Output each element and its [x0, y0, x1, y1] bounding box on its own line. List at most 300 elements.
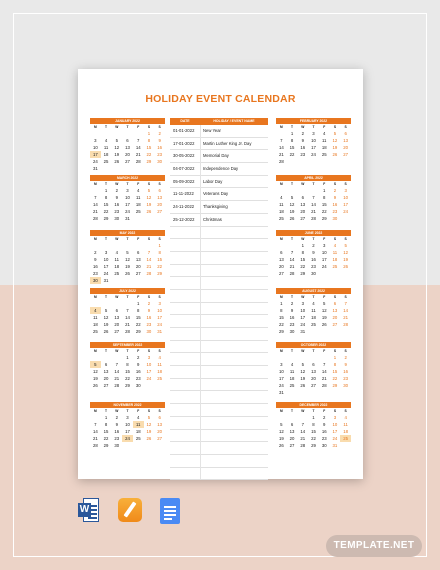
table-row	[170, 442, 268, 455]
date-cell: 13	[135, 257, 141, 262]
date-cell: 4	[344, 415, 347, 420]
event-name-value	[200, 252, 268, 264]
date-cell: 4	[290, 362, 294, 367]
weekday-label: T	[291, 409, 294, 413]
date-cell	[340, 270, 351, 277]
date-cell: 11	[332, 250, 338, 255]
date-cell: 10	[157, 308, 163, 313]
date-value: 24-11-2022	[173, 204, 195, 210]
event-name-value	[200, 277, 268, 289]
date-cell: 15	[321, 202, 327, 207]
date-cell: 26	[300, 383, 306, 388]
table-row	[170, 455, 268, 468]
date-cell: 24	[122, 435, 133, 442]
date-cell: 2	[333, 188, 337, 193]
date-cell: 15	[146, 145, 152, 150]
weekday-label: S	[333, 182, 337, 186]
date-cell: 5	[115, 138, 118, 143]
month-name: JULY 2022	[90, 288, 165, 294]
date-cell: 18	[114, 264, 120, 269]
weekday-label: M	[279, 349, 283, 353]
weekday-label: F	[137, 125, 140, 129]
date-cell: 10	[343, 195, 349, 200]
date-cell: 10	[125, 422, 130, 427]
weekday-label: S	[158, 182, 161, 186]
weekday-label: F	[323, 237, 326, 241]
date-cell: 4	[115, 250, 118, 255]
date-cell	[308, 328, 319, 335]
date-cell: 1	[280, 301, 283, 306]
date-cell: 8	[333, 362, 337, 367]
date-cell: 12	[300, 369, 306, 374]
date-cell: 9	[333, 195, 337, 200]
date-cell: 12	[103, 315, 109, 320]
date-cell: 28	[114, 383, 120, 388]
date-cell: 10	[321, 250, 327, 255]
date-cell: 11	[289, 369, 295, 374]
column-divider	[200, 125, 201, 479]
date-cell: 13	[311, 369, 316, 374]
date-cell: 26	[114, 159, 120, 164]
date-cell: 28	[135, 159, 141, 164]
weekday-label: F	[137, 237, 140, 241]
date-cell: 23	[146, 322, 152, 327]
date-cell: 27	[289, 443, 295, 448]
date-cell: 30	[311, 271, 316, 276]
holiday-table	[170, 118, 268, 480]
date-cell: 27	[103, 383, 109, 388]
event-name-value: Memorial Day	[203, 153, 229, 159]
date-cell: 17	[278, 376, 284, 381]
date-cell: 5	[344, 243, 347, 248]
date-cell: 15	[135, 315, 141, 320]
table-row	[170, 265, 268, 278]
date-cell: 5	[104, 308, 108, 313]
date-cell	[319, 354, 330, 361]
date-cell: 10	[300, 308, 306, 313]
date-value	[170, 455, 200, 467]
event-name-value	[200, 430, 268, 442]
date-cell: 6	[158, 415, 161, 420]
date-cell: 8	[301, 250, 304, 255]
date-cell: 13	[332, 308, 338, 313]
date-cell: 6	[158, 188, 161, 193]
date-cell: 31	[332, 443, 338, 448]
date-cell: 15	[332, 369, 338, 374]
date-cell: 10	[278, 369, 284, 374]
date-cell: 4	[280, 195, 283, 200]
date-cell: 8	[137, 308, 140, 313]
date-cell: 3	[280, 362, 283, 367]
date-cell: 9	[147, 308, 151, 313]
table-row	[170, 303, 268, 316]
date-cell: 13	[103, 369, 109, 374]
weekday-label: M	[279, 125, 283, 129]
date-cell: 18	[278, 209, 284, 214]
date-cell: 21	[289, 264, 295, 269]
date-cell: 19	[146, 202, 152, 207]
date-cell: 18	[332, 257, 338, 262]
date-cell: 22	[103, 436, 109, 441]
date-cell: 2	[115, 188, 118, 193]
month-name: MAY 2022	[90, 230, 165, 236]
date-cell: 14	[343, 308, 349, 313]
date-cell: 11	[157, 362, 162, 367]
date-cell: 29	[146, 159, 152, 164]
date-cell: 5	[301, 362, 304, 367]
date-cell: 31	[103, 278, 109, 283]
date-cell: 7	[137, 138, 140, 143]
table-row	[170, 341, 268, 354]
weekday-label: M	[93, 125, 97, 129]
date-cell: 18	[321, 145, 327, 150]
table-body	[170, 125, 268, 480]
date-cell: 1	[137, 301, 140, 306]
weekday-label: M	[93, 349, 97, 353]
date-cell: 28	[146, 271, 152, 276]
date-cell	[144, 242, 155, 249]
date-cell	[111, 165, 122, 172]
date-cell: 31	[92, 166, 98, 171]
date-value	[170, 468, 200, 480]
date-cell: 29	[103, 443, 109, 448]
table-row	[170, 379, 268, 392]
event-name-value: Martin Luther King Jr. Day	[203, 140, 252, 146]
date-cell: 5	[147, 188, 151, 193]
date-cell: 17	[146, 369, 152, 374]
date-cell	[340, 442, 351, 449]
date-cell: 19	[289, 209, 295, 214]
weekday-label: S	[158, 409, 161, 413]
date-cell: 4	[90, 307, 101, 314]
weekday-label: S	[333, 409, 337, 413]
date-cell: 29	[321, 216, 327, 221]
date-grid	[276, 242, 351, 277]
date-cell: 1	[312, 415, 315, 420]
date-value	[170, 341, 200, 353]
date-cell: 31	[157, 329, 163, 334]
weekday-label: W	[301, 349, 305, 353]
table-row	[170, 125, 268, 138]
date-cell: 9	[115, 195, 118, 200]
weekday-label: F	[323, 349, 326, 353]
weekday-label: W	[301, 409, 305, 413]
weekday-label: S	[147, 125, 151, 129]
event-name-value	[200, 442, 268, 454]
weekday-label: F	[323, 409, 326, 413]
date-cell: 21	[92, 436, 98, 441]
date-cell	[122, 277, 133, 284]
date-cell: 20	[135, 264, 141, 269]
date-cell: 23	[343, 376, 349, 381]
date-cell	[297, 414, 308, 421]
date-value	[170, 442, 200, 454]
table-row	[170, 430, 268, 443]
date-cell: 22	[311, 436, 316, 441]
date-cell: 22	[278, 322, 284, 327]
date-cell: 18	[157, 369, 163, 374]
date-cell: 17	[321, 257, 327, 262]
date-cell: 30	[332, 216, 338, 221]
date-cell: 7	[115, 362, 118, 367]
date-cell	[297, 389, 308, 396]
date-cell: 19	[343, 257, 349, 262]
date-cell: 30	[157, 159, 163, 164]
weekday-label: F	[137, 409, 140, 413]
date-cell: 14	[278, 145, 284, 150]
date-cell: 14	[92, 429, 98, 434]
weekday-label: W	[301, 125, 305, 129]
date-cell: 17	[332, 429, 338, 434]
event-name-value: Labor Day	[203, 178, 223, 184]
date-cell: 13	[300, 202, 306, 207]
date-cell	[276, 354, 287, 361]
date-cell: 14	[289, 257, 295, 262]
date-cell: 16	[332, 202, 338, 207]
weekday-label: S	[344, 125, 347, 129]
date-cell	[133, 165, 144, 172]
weekday-label: T	[126, 237, 129, 241]
table-row	[170, 227, 268, 240]
weekday-label: S	[147, 237, 151, 241]
date-cell: 23	[321, 436, 327, 441]
template-net-badge[interactable]: TEMPLATE.NET	[326, 535, 422, 557]
date-cell: 20	[157, 429, 163, 434]
date-cell: 21	[278, 152, 284, 157]
date-cell: 22	[157, 264, 163, 269]
date-value: 25-12-2022	[173, 216, 195, 222]
date-cell: 31	[125, 216, 130, 221]
date-cell: 2	[344, 355, 347, 360]
date-cell	[122, 442, 133, 449]
date-cell: 22	[321, 209, 327, 214]
date-cell: 29	[311, 443, 316, 448]
date-cell: 21	[135, 152, 141, 157]
date-cell: 16	[343, 369, 349, 374]
event-name-value	[200, 227, 268, 239]
weekday-label: T	[105, 182, 108, 186]
event-name-value	[200, 341, 268, 353]
weekday-label: W	[115, 237, 119, 241]
date-cell: 6	[312, 362, 315, 367]
date-cell: 13	[278, 257, 284, 262]
date-cell	[340, 158, 351, 165]
weekday-label: T	[126, 295, 129, 299]
date-cell: 18	[135, 429, 141, 434]
date-cell: 24	[321, 264, 327, 269]
date-cell: 20	[289, 436, 295, 441]
date-cell: 1	[104, 415, 108, 420]
table-row	[170, 201, 268, 214]
date-cell: 20	[278, 264, 284, 269]
date-cell: 13	[289, 429, 295, 434]
date-value	[170, 239, 200, 251]
date-cell: 16	[92, 264, 98, 269]
date-cell: 26	[103, 329, 109, 334]
table-row	[170, 214, 268, 227]
date-cell: 12	[146, 195, 152, 200]
date-cell: 23	[114, 209, 120, 214]
date-cell: 7	[280, 138, 283, 143]
date-cell: 29	[157, 271, 163, 276]
date-cell: 19	[146, 429, 152, 434]
date-cell: 8	[323, 195, 326, 200]
weekday-label: S	[147, 349, 151, 353]
date-cell: 18	[289, 376, 295, 381]
date-cell: 15	[300, 257, 306, 262]
date-cell	[308, 354, 319, 361]
date-value	[170, 265, 200, 277]
event-name-value	[200, 239, 268, 251]
date-value: 01-01-2022	[173, 128, 195, 133]
table-row	[170, 163, 268, 176]
date-cell: 17	[125, 429, 130, 434]
date-cell	[133, 277, 144, 284]
table-row	[170, 277, 268, 290]
date-cell: 20	[343, 145, 349, 150]
date-cell: 2	[137, 355, 140, 360]
date-cell: 13	[157, 422, 163, 427]
date-cell: 25	[103, 159, 109, 164]
table-row	[170, 417, 268, 430]
date-cell: 24	[343, 209, 349, 214]
date-cell: 9	[158, 138, 161, 143]
date-cell: 16	[321, 429, 327, 434]
date-cell	[276, 414, 287, 421]
date-cell: 21	[321, 376, 327, 381]
weekday-label: M	[279, 295, 283, 299]
date-value	[170, 404, 200, 416]
date-cell	[111, 277, 122, 284]
date-cell: 18	[103, 152, 109, 157]
date-cell: 2	[301, 131, 304, 136]
weekday-label: W	[301, 295, 305, 299]
date-cell	[340, 328, 351, 335]
date-cell: 15	[157, 257, 163, 262]
date-cell: 4	[323, 131, 326, 136]
pages-icon[interactable]	[118, 498, 142, 522]
weekday-label: W	[301, 237, 305, 241]
date-grid	[276, 414, 351, 449]
date-cell: 21	[146, 264, 152, 269]
google-docs-icon[interactable]	[160, 498, 180, 524]
date-cell: 17	[300, 315, 306, 320]
date-cell: 5	[280, 422, 283, 427]
date-cell: 2	[290, 301, 294, 306]
weekday-label: T	[312, 409, 315, 413]
date-cell	[144, 277, 155, 284]
date-cell: 14	[125, 315, 130, 320]
date-cell: 23	[135, 376, 141, 381]
month-calendar	[276, 342, 351, 396]
date-cell: 30	[90, 277, 101, 284]
date-cell: 9	[344, 362, 347, 367]
date-cell	[101, 165, 112, 172]
date-cell: 28	[92, 443, 98, 448]
word-icon[interactable]: W	[78, 498, 100, 524]
date-value	[170, 315, 200, 327]
date-cell	[90, 130, 101, 137]
date-cell: 9	[312, 250, 315, 255]
date-value	[170, 227, 200, 239]
date-value	[170, 290, 200, 302]
date-cell: 29	[332, 383, 338, 388]
date-cell: 17	[157, 315, 163, 320]
date-cell: 7	[94, 422, 97, 427]
date-cell	[276, 242, 287, 249]
event-name-value	[200, 455, 268, 467]
date-cell: 27	[311, 383, 316, 388]
weekday-label: S	[158, 295, 161, 299]
date-cell: 7	[126, 308, 129, 313]
date-cell: 11	[133, 421, 144, 428]
date-cell: 30	[289, 329, 295, 334]
date-cell: 8	[158, 250, 161, 255]
event-name-value: Thanksgiving	[203, 204, 228, 210]
date-cell: 3	[126, 188, 129, 193]
date-cell: 14	[92, 202, 98, 207]
date-cell	[144, 215, 155, 222]
date-cell: 3	[301, 301, 304, 306]
date-cell: 17	[125, 202, 130, 207]
weekday-label: S	[158, 349, 161, 353]
date-cell: 2	[115, 415, 118, 420]
weekday-label: W	[115, 349, 119, 353]
date-cell: 21	[300, 436, 306, 441]
date-cell: 13	[157, 195, 163, 200]
date-cell	[287, 158, 298, 165]
date-cell: 30	[114, 443, 120, 448]
date-cell: 2	[312, 243, 315, 248]
weekday-label: W	[115, 295, 119, 299]
date-value	[170, 328, 200, 340]
weekday-label: M	[279, 409, 283, 413]
date-value	[170, 430, 200, 442]
date-cell	[154, 382, 165, 389]
date-cell: 21	[92, 209, 98, 214]
format-icons	[78, 498, 180, 524]
date-value	[170, 252, 200, 264]
date-cell: 30	[321, 443, 327, 448]
date-cell: 1	[333, 355, 337, 360]
date-cell: 6	[290, 422, 294, 427]
weekday-label: T	[105, 295, 108, 299]
date-cell: 12	[332, 138, 338, 143]
date-cell	[340, 215, 351, 222]
date-cell: 24	[103, 271, 109, 276]
date-cell: 3	[312, 131, 315, 136]
date-cell	[154, 215, 165, 222]
date-cell: 2	[323, 415, 326, 420]
event-name-value	[200, 468, 268, 480]
weekday-label: S	[344, 409, 347, 413]
date-cell	[287, 354, 298, 361]
date-cell	[90, 354, 101, 361]
date-cell: 24	[332, 436, 338, 441]
date-cell: 16	[114, 429, 120, 434]
date-cell: 26	[343, 264, 349, 269]
date-cell: 23	[114, 436, 120, 441]
event-name-value	[200, 391, 268, 403]
date-cell	[122, 300, 133, 307]
date-cell: 26	[92, 383, 98, 388]
date-cell	[101, 300, 112, 307]
date-cell: 16	[300, 145, 306, 150]
date-cell: 16	[114, 202, 120, 207]
date-cell	[319, 270, 330, 277]
date-cell	[330, 270, 341, 277]
date-cell: 9	[323, 422, 326, 427]
